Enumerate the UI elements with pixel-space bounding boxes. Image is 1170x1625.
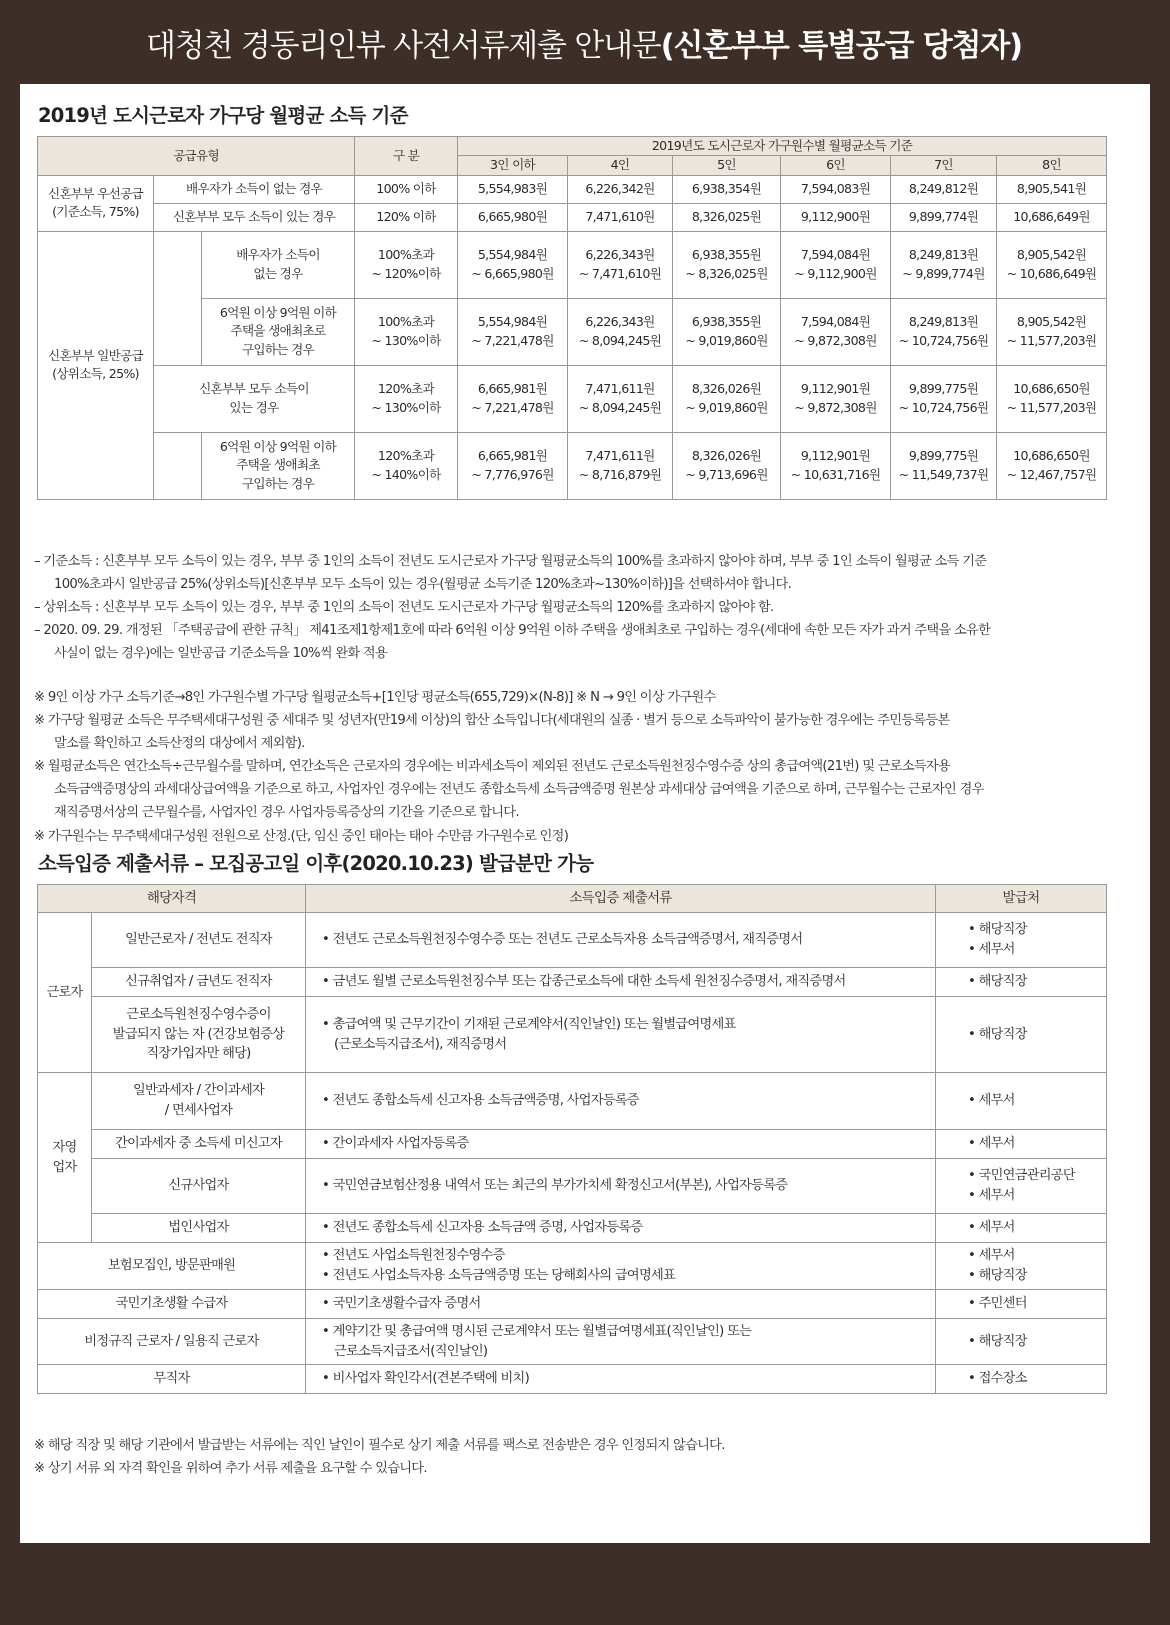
table-row [38, 997, 1107, 1073]
text-line: – 기준소득 : 신혼부부 모두 소득이 있는 경우, 부부 중 1인의 소득이 전년도 도시근로자 가구당 월평균소득의 100%를 초과하지 않아야 하며, 부부 중 1인 소득이 월평균 소득 기준 [34, 554, 987, 569]
table-cell [936, 1214, 1107, 1243]
header-title: 대청천 경동리인뷰 사전서류제출 안내문 [146, 27, 661, 64]
table-cell [997, 432, 1107, 499]
text-line: 10,686,650원 [1013, 381, 1090, 397]
worker-group-label: 근로자 [38, 913, 92, 1073]
text-line: 배우자가 소득이 [236, 247, 320, 263]
table-cell [936, 968, 1107, 997]
text-line: 재직증명서상의 근무월수를, 사업자인 경우 사업자등록증상의 기간을 기준으로 합니다. [54, 805, 519, 821]
text-line: • 전년도 근로소득원천징수영수증 또는 전년도 근로소득자용 소득금액증명서, 재직증명서 [322, 932, 802, 947]
text-line: ~ 9,019,860원 [685, 399, 768, 415]
text-line: 6,938,355원 [691, 314, 762, 330]
text-line: • 국민연금관리공단 [968, 1166, 1106, 1186]
table-cell [306, 913, 936, 968]
header-household-size: 8인 [997, 156, 1107, 175]
text-line: 있는 경우 [229, 399, 279, 415]
table-cell [458, 432, 568, 499]
text-line: 120%초과 [377, 448, 435, 464]
header-title-highlight: (신혼부부 특별공급 당첨자) [660, 27, 1022, 64]
header-household-size: 4인 [568, 156, 673, 175]
table-cell: 신규사업자 [92, 1159, 306, 1214]
table-cell: 일반근로자 / 전년도 전직자 [92, 913, 306, 968]
reference-notes [34, 686, 1129, 848]
text-line: ~ 8,094,245원 [578, 399, 662, 415]
text-line: 주택을 생애최초 [236, 457, 320, 473]
text-line: 주택을 생애최초로 [230, 323, 326, 339]
text-line: 자영 [52, 1139, 77, 1155]
text-line: ~ 8,326,025원 [685, 265, 768, 281]
text-line: ~ 9,872,308원 [794, 399, 877, 415]
text-line: • 금년도 월별 근로소득원천징수부 또는 갑종근로소득에 대한 소득세 원천징수증명서, 재직증명서 [322, 974, 846, 989]
text-line: ※ 월평균소득은 연간소득÷근무월수를 말하며, 연간소득은 근로자의 경우에는 비과세소득이 제외된 전년도 근로소득원천징수영수증 상의 총급여액(21번) 및 근로소득자용 [34, 759, 951, 775]
text-line: 7,594,084원 [800, 314, 871, 330]
text-line: ~ 9,112,900원 [794, 265, 877, 281]
table-row [38, 1290, 1107, 1319]
table-row [38, 1073, 1107, 1130]
table-cell: 무직자 [38, 1365, 306, 1394]
text-line: ※ 해당 직장 및 해당 기관에서 발급받는 서류에는 직인 날인이 필수로 상기 제출 서류를 팩스로 전송받은 경우 인정되지 않습니다. [34, 1438, 725, 1453]
table-cell: 국민기초생활 수급자 [38, 1290, 306, 1319]
table-cell [936, 1159, 1107, 1214]
text-line: 7,594,084원 [800, 247, 871, 263]
text-line: ~ 9,872,308원 [794, 332, 877, 348]
table-cell [202, 432, 355, 499]
text-line: ~ 9,899,774원 [902, 265, 985, 281]
table-cell [355, 365, 458, 432]
table-cell [202, 298, 355, 365]
table-cell [673, 432, 781, 499]
table-row [38, 175, 1107, 203]
text-line: 6,665,981원 [477, 448, 548, 464]
text-line: • 국민연금보험산정용 내역서 또는 최근의 부가가치세 확정신고서(부본), 사업자등록증 [322, 1178, 787, 1193]
text-line: 5,554,984원 [477, 247, 548, 263]
header-qualification: 해당자격 [38, 885, 306, 913]
text-line: 근로소득지급조서(직인날인) [334, 1343, 488, 1359]
page-header [36, 0, 1132, 84]
text-line: • 세무서 [968, 940, 1106, 960]
header-division: 구 분 [355, 137, 458, 176]
table-cell [781, 298, 891, 365]
text-line: 발급되지 않는 자 (건강보험증상 [112, 1026, 285, 1042]
text-line: ~ 6,665,980원 [471, 265, 554, 281]
text-line: ~ 10,686,649원 [1006, 265, 1097, 281]
table-cell: 신규취업자 / 금년도 전직자 [92, 968, 306, 997]
text-line: 6,226,343원 [585, 247, 655, 263]
text-line: (근로소득지급조서), 재직증명서 [334, 1036, 507, 1052]
table-cell [92, 997, 306, 1073]
table-cell [568, 231, 673, 298]
table-cell [673, 298, 781, 365]
table-cell [673, 231, 781, 298]
header-issuer: 발급처 [936, 885, 1107, 913]
table-cell [936, 1319, 1107, 1365]
table-cell: 100% 이하 [355, 175, 458, 203]
text-line: ~ 10,631,716원 [790, 466, 881, 482]
priority-supply-label [38, 175, 154, 231]
table-cell: 신혼부부 모두 소득이 있는 경우 [154, 203, 355, 231]
table-row [38, 1130, 1107, 1159]
text-line: 소득금액증명상의 과세대상급여액을 기준으로 하고, 사업자인 경우에는 전년도 종합소득세 소득금액증명 원본상 과세대상 급여액을 기준으로 하며, 근무월수는 근로자인 경우 [54, 782, 984, 798]
text-line: ~ 7,221,478원 [471, 399, 554, 415]
text-line: • 세무서 [968, 1218, 1106, 1238]
text-line: 8,905,542원 [1016, 314, 1087, 330]
text-line: ~ 7,221,478원 [471, 332, 554, 348]
notice-document [20, 84, 1150, 1543]
table-cell: 5,554,983원 [458, 175, 568, 203]
text-line: ~ 10,724,756원 [898, 332, 989, 348]
text-line: ~ 140%이하 [371, 466, 441, 482]
income-notes [34, 550, 1129, 665]
text-line: – 2020. 09. 29. 개정된 「주택공급에 관한 규칙」 제41조제1항제1호에 따라 6억원 이상 9억원 이하 주택을 생애최초로 구입하는 경우(세대에 속한 모든 자가 과거 주택을 소유한 [34, 623, 991, 639]
text-line: ~ 7,776,976원 [471, 466, 554, 482]
text-line: ※ 9인 이상 가구 소득기준→8인 가구원수별 가구당 월평균소득+[1인당 평균소득(655,729)×(N-8)] ※ N → 9인 이상 가구원수 [34, 690, 716, 705]
table-cell [568, 365, 673, 432]
table-row [38, 231, 1107, 298]
text-line: 9,112,901원 [800, 381, 871, 397]
text-line: • 해당직장 [968, 1266, 1106, 1286]
text-line: / 면세사업자 [164, 1103, 233, 1118]
table-cell: 8,905,541원 [997, 175, 1107, 203]
table-row [38, 365, 1107, 432]
text-line: 6,226,343원 [585, 314, 655, 330]
text-line: ~ 120%이하 [371, 265, 441, 281]
table-cell [154, 432, 202, 499]
text-line: ~ 9,713,696원 [685, 466, 768, 482]
text-line: 8,249,813원 [908, 314, 979, 330]
table-cell [936, 1365, 1107, 1394]
table-cell [781, 231, 891, 298]
text-line: ~ 10,724,756원 [898, 399, 989, 415]
table-cell [568, 432, 673, 499]
text-line: 10,686,650원 [1013, 448, 1090, 464]
general-supply-label [38, 231, 154, 499]
table-cell [355, 298, 458, 365]
table-row [38, 432, 1107, 499]
text-line: 6,665,981원 [477, 381, 548, 397]
text-line: • 해당직장 [968, 972, 1106, 992]
text-line: • 해당직장 [968, 920, 1106, 940]
text-line: 구입하는 경우 [241, 475, 315, 491]
table-cell [568, 298, 673, 365]
text-line: • 세무서 [968, 1134, 1106, 1154]
table-cell [458, 231, 568, 298]
text-line: (상위소득, 25%) [52, 366, 139, 381]
text-line: 9,112,901원 [800, 448, 871, 464]
table-cell [306, 1243, 936, 1290]
table-row [38, 968, 1107, 997]
text-line: • 세무서 [968, 1246, 1106, 1266]
table-row [38, 1319, 1107, 1365]
text-line: • 해당직장 [968, 1025, 1106, 1045]
text-line: 말소를 확인하고 소득산정의 대상에서 제외함). [54, 736, 305, 752]
text-line: ~ 11,577,203원 [1006, 399, 1097, 415]
text-line: 9,899,775원 [908, 381, 979, 397]
table-cell [306, 1290, 936, 1319]
docs-notes [34, 1434, 1129, 1480]
table-cell [202, 231, 355, 298]
text-line: 업자 [52, 1159, 77, 1175]
text-line: ~ 11,577,203원 [1006, 332, 1097, 348]
table-cell [154, 231, 202, 365]
text-line: 신혼부부 우선공급 [47, 185, 144, 201]
text-line: ~ 130%이하 [371, 399, 441, 415]
table-cell [891, 231, 997, 298]
table-cell [306, 1365, 936, 1394]
table-cell [306, 1130, 936, 1159]
text-line: 없는 경우 [253, 265, 303, 281]
table-cell: 7,471,610원 [568, 203, 673, 231]
table-cell [458, 365, 568, 432]
text-line: 사실이 없는 경우)에는 일반공급 기준소득을 10%씩 완화 적용 [54, 646, 387, 662]
table-row [38, 1214, 1107, 1243]
table-cell: 6,665,980원 [458, 203, 568, 231]
table-cell [306, 997, 936, 1073]
text-line: 120%초과 [377, 381, 435, 397]
table-cell [997, 231, 1107, 298]
text-line: 5,554,984원 [477, 314, 548, 330]
table-cell [936, 1290, 1107, 1319]
text-line: ~ 130%이하 [371, 332, 441, 348]
table-cell [936, 1073, 1107, 1130]
text-line: 100%초과 [377, 314, 435, 330]
table-cell [936, 913, 1107, 968]
table-cell [936, 997, 1107, 1073]
text-line: (기준소득, 75%) [52, 204, 139, 219]
table-row [38, 1159, 1107, 1214]
text-line: ※ 가구당 월평균 소득은 무주택세대구성원 중 세대주 및 성년자(만19세 이상)의 합산 소득입니다(세대원의 실종 · 별거 등으로 소득파악이 불가능한 경우에는 주민등록등본 [34, 713, 950, 729]
table-cell [355, 432, 458, 499]
table-row [38, 913, 1107, 968]
table-cell [673, 365, 781, 432]
text-line: 9,899,775원 [908, 448, 979, 464]
text-line: • 국민기초생활수급자 증명서 [322, 1296, 481, 1311]
table-cell [891, 432, 997, 499]
text-line: 일반과세자 / 간이과세자 [132, 1083, 265, 1099]
text-line: 근로소득원천징수영수증이 [126, 1006, 271, 1022]
table-row [38, 203, 1107, 231]
table-cell [306, 968, 936, 997]
table-cell [154, 365, 355, 432]
table-cell [997, 365, 1107, 432]
text-line: • 계약기간 및 총급여액 명시된 근로계약서 또는 월별급여명세표(직인날인) 또는 [322, 1322, 935, 1342]
text-line: 신혼부부 모두 소득이 [199, 381, 309, 397]
text-line: ~ 9,019,860원 [685, 332, 768, 348]
header-household-size: 5인 [673, 156, 781, 175]
text-line: 8,326,026원 [691, 381, 762, 397]
self-employed-group-label [38, 1073, 92, 1243]
documents-table [37, 884, 1107, 1394]
text-line: ~ 8,716,879원 [578, 466, 662, 482]
text-line: 6,938,355원 [691, 247, 762, 263]
header-household-size: 6인 [781, 156, 891, 175]
text-line: • 해당직장 [968, 1332, 1106, 1352]
text-line: 6억원 이상 9억원 이하 [219, 305, 337, 321]
table-cell: 7,594,083원 [781, 175, 891, 203]
table-cell: 6,938,354원 [673, 175, 781, 203]
header-income-group: 2019년도 도시근로자 가구원수별 월평균소득 기준 [458, 137, 1107, 156]
table-cell [92, 1073, 306, 1130]
table-row [38, 1243, 1107, 1290]
docs-section-title: 소득입증 제출서류 – 모집공고일 이후(2020.10.23) 발급분만 가능 [38, 852, 594, 875]
table-cell: 9,112,900원 [781, 203, 891, 231]
table-cell: 10,686,649원 [997, 203, 1107, 231]
text-line: • 전년도 사업소득원천징수영수증 [322, 1246, 935, 1266]
table-cell [306, 1214, 936, 1243]
text-line: 직장가입자만 해당) [146, 1046, 251, 1062]
text-line: 7,471,611원 [585, 381, 655, 397]
text-line: • 세무서 [968, 1186, 1106, 1206]
table-cell [891, 365, 997, 432]
table-cell: 법인사업자 [92, 1214, 306, 1243]
table-cell [997, 298, 1107, 365]
text-line: 100%초과시 일반공급 25%(상위소득)[신혼부부 모두 소득이 있는 경우(월평균 소득기준 120%초과~130%이하)]을 선택하셔야 합니다. [54, 577, 792, 593]
text-line: • 총급여액 및 근무기간이 기재된 근로계약서(직인날인) 또는 월별급여명세표 [322, 1015, 935, 1035]
text-line: • 비사업자 확인각서(견본주택에 비치) [322, 1371, 529, 1386]
table-cell: 6,226,342원 [568, 175, 673, 203]
text-line: 6억원 이상 9억원 이하 [219, 439, 337, 455]
table-cell [306, 1319, 936, 1365]
income-section-title: 2019년 도시근로자 가구당 월평균 소득 기준 [38, 104, 408, 127]
text-line: • 간이과세자 사업자등록증 [322, 1136, 469, 1151]
text-line: • 전년도 사업소득자용 소득금액증명 또는 당해회사의 급여명세표 [322, 1266, 935, 1286]
text-line: 구입하는 경우 [241, 341, 315, 357]
header-household-size: 7인 [891, 156, 997, 175]
header-household-size: 3인 이하 [458, 156, 568, 175]
text-line: • 전년도 종합소득세 신고자용 소득금액 증명, 사업자등록증 [322, 1220, 642, 1235]
text-line: • 세무서 [968, 1091, 1106, 1111]
table-cell [458, 298, 568, 365]
table-cell: 8,326,025원 [673, 203, 781, 231]
table-cell [355, 231, 458, 298]
text-line: ~ 11,549,737원 [898, 466, 989, 482]
text-line: • 주민센터 [968, 1294, 1106, 1314]
text-line: ~ 8,094,245원 [578, 332, 662, 348]
text-line: 8,905,542원 [1016, 247, 1087, 263]
text-line: 8,326,026원 [691, 448, 762, 464]
table-cell: 간이과세자 중 소득세 미신고자 [92, 1130, 306, 1159]
table-cell [891, 298, 997, 365]
table-cell: 비정규직 근로자 / 일용직 근로자 [38, 1319, 306, 1365]
text-line: • 접수장소 [968, 1369, 1106, 1389]
text-line: 8,249,813원 [908, 247, 979, 263]
table-cell: 보험모집인, 방문판매원 [38, 1243, 306, 1290]
text-line: ※ 상기 서류 외 자격 확인을 위하여 추가 서류 제출을 요구할 수 있습니다. [34, 1461, 427, 1477]
table-cell [936, 1130, 1107, 1159]
table-cell: 9,899,774원 [891, 203, 997, 231]
text-line: • 전년도 종합소득세 신고자용 소득금액증명, 사업자등록증 [322, 1093, 639, 1108]
table-cell: 8,249,812원 [891, 175, 997, 203]
table-cell: 120% 이하 [355, 203, 458, 231]
table-cell [936, 1243, 1107, 1290]
table-cell [781, 432, 891, 499]
text-line: 신혼부부 일반공급 [47, 347, 144, 363]
table-cell: 배우자가 소득이 없는 경우 [154, 175, 355, 203]
table-cell [306, 1159, 936, 1214]
table-cell [781, 365, 891, 432]
income-table [37, 136, 1107, 500]
text-line: 100%초과 [377, 247, 435, 263]
table-cell [306, 1073, 936, 1130]
table-row [38, 1365, 1107, 1394]
text-line: ~ 12,467,757원 [1006, 466, 1097, 482]
text-line: ※ 가구원수는 무주택세대구성원 전원으로 산정.(단, 임신 중인 태아는 태아 수만큼 가구원수로 인정) [34, 828, 569, 844]
header-supply-type: 공급유형 [38, 137, 355, 176]
text-line: 7,471,611원 [585, 448, 655, 464]
text-line: – 상위소득 : 신혼부부 모두 소득이 있는 경우, 부부 중 1인의 소득이 전년도 도시근로자 가구당 월평균소득의 120%를 초과하지 않아야 함. [34, 600, 774, 616]
text-line: ~ 7,471,610원 [578, 265, 662, 281]
header-documents: 소득입증 제출서류 [306, 885, 936, 913]
